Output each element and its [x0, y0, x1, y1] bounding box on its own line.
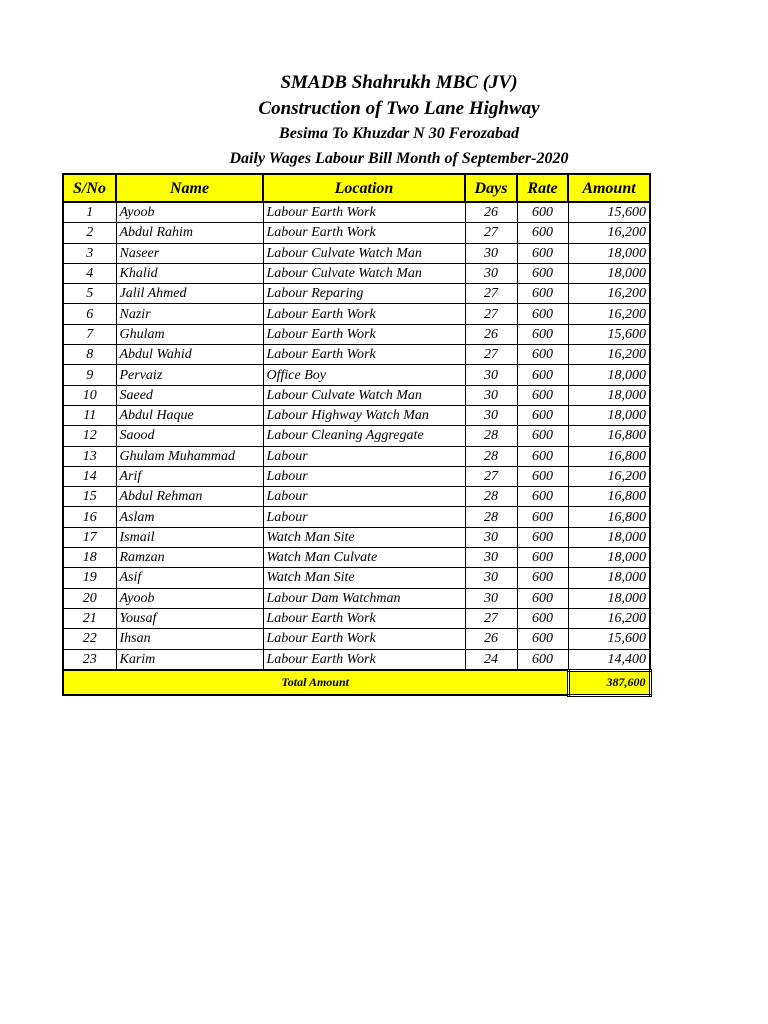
cell-location: Labour Culvate Watch Man: [263, 385, 465, 405]
cell-name: Asif: [116, 568, 263, 588]
cell-name: Ghulam: [116, 324, 263, 344]
table-row: [63, 629, 650, 649]
cell-days: 26: [465, 202, 517, 223]
cell-days: 30: [465, 548, 517, 568]
cell-amount: 16,200: [568, 345, 650, 365]
cell-days: 28: [465, 487, 517, 507]
table-row: [63, 466, 650, 486]
table-row: [63, 446, 650, 466]
cell-location: Labour: [263, 466, 465, 486]
column-header-location: Location: [263, 174, 465, 202]
company-name: SMADB Shahrukh MBC (JV): [280, 72, 518, 93]
table-row: [63, 304, 650, 324]
cell-sno: 15: [63, 487, 116, 507]
cell-days: 30: [465, 568, 517, 588]
cell-name: Ghulam Muhammad: [116, 446, 263, 466]
cell-name: Arif: [116, 466, 263, 486]
cell-amount: 16,800: [568, 487, 650, 507]
table-row: [63, 649, 650, 670]
cell-amount: 16,800: [568, 507, 650, 527]
cell-name: Ayoob: [116, 588, 263, 608]
cell-location: Labour Earth Work: [263, 649, 465, 670]
cell-days: 24: [465, 649, 517, 670]
cell-location: Labour: [263, 487, 465, 507]
cell-sno: 5: [63, 284, 116, 304]
cell-name: Nazir: [116, 304, 263, 324]
table-row: [63, 487, 650, 507]
cell-amount: 15,600: [568, 202, 650, 223]
total-row: [63, 670, 650, 695]
cell-location: Labour Earth Work: [263, 345, 465, 365]
cell-name: Pervaiz: [116, 365, 263, 385]
project-title: Construction of Two Lane Highway: [258, 98, 540, 119]
cell-name: Aslam: [116, 507, 263, 527]
cell-rate: 600: [517, 405, 568, 425]
table-row: [63, 345, 650, 365]
cell-amount: 16,200: [568, 466, 650, 486]
cell-location: Labour Culvate Watch Man: [263, 243, 465, 263]
cell-amount: 18,000: [568, 243, 650, 263]
cell-days: 30: [465, 385, 517, 405]
cell-amount: 18,000: [568, 405, 650, 425]
cell-sno: 2: [63, 223, 116, 243]
cell-name: Ramzan: [116, 548, 263, 568]
bill-title: Daily Wages Labour Bill Month of September-2020: [229, 150, 569, 167]
column-header-sno: S/No: [63, 174, 116, 202]
cell-amount: 18,000: [568, 385, 650, 405]
cell-name: Saood: [116, 426, 263, 446]
cell-location: Labour Culvate Watch Man: [263, 263, 465, 283]
table-row: [63, 588, 650, 608]
cell-days: 26: [465, 324, 517, 344]
route-title: Besima To Khuzdar N 30 Ferozabad: [279, 125, 519, 142]
cell-days: 30: [465, 365, 517, 385]
cell-name: Ihsan: [116, 629, 263, 649]
cell-sno: 23: [63, 649, 116, 670]
cell-location: Watch Man Culvate: [263, 548, 465, 568]
cell-days: 28: [465, 426, 517, 446]
cell-sno: 9: [63, 365, 116, 385]
cell-name: Naseer: [116, 243, 263, 263]
cell-name: Yousaf: [116, 608, 263, 628]
cell-location: Labour: [263, 507, 465, 527]
cell-rate: 600: [517, 324, 568, 344]
cell-location: Labour Reparing: [263, 284, 465, 304]
cell-rate: 600: [517, 608, 568, 628]
cell-sno: 21: [63, 608, 116, 628]
cell-amount: 18,000: [568, 263, 650, 283]
table-row: [63, 568, 650, 588]
cell-days: 27: [465, 223, 517, 243]
cell-sno: 22: [63, 629, 116, 649]
cell-location: Labour Earth Work: [263, 223, 465, 243]
cell-rate: 600: [517, 466, 568, 486]
cell-location: Labour Dam Watchman: [263, 588, 465, 608]
table-row: [63, 385, 650, 405]
cell-amount: 16,800: [568, 446, 650, 466]
column-header-name: Name: [116, 174, 263, 202]
cell-amount: 18,000: [568, 568, 650, 588]
cell-rate: 600: [517, 426, 568, 446]
cell-amount: 18,000: [568, 548, 650, 568]
cell-name: Jalil Ahmed: [116, 284, 263, 304]
cell-sno: 16: [63, 507, 116, 527]
cell-rate: 600: [517, 446, 568, 466]
cell-location: Office Boy: [263, 365, 465, 385]
cell-rate: 600: [517, 365, 568, 385]
cell-name: Abdul Haque: [116, 405, 263, 425]
column-header-rate: Rate: [517, 174, 568, 202]
cell-amount: 16,200: [568, 223, 650, 243]
cell-location: Labour Earth Work: [263, 202, 465, 223]
cell-sno: 4: [63, 263, 116, 283]
cell-rate: 600: [517, 223, 568, 243]
bill-header: [0, 70, 768, 170]
cell-sno: 14: [63, 466, 116, 486]
cell-sno: 12: [63, 426, 116, 446]
cell-name: Abdul Rehman: [116, 487, 263, 507]
cell-rate: 600: [517, 385, 568, 405]
cell-rate: 600: [517, 202, 568, 223]
cell-rate: 600: [517, 649, 568, 670]
cell-sno: 1: [63, 202, 116, 223]
table-body: [63, 202, 650, 670]
table-header-row: [63, 174, 650, 202]
cell-rate: 600: [517, 527, 568, 547]
cell-days: 30: [465, 527, 517, 547]
cell-location: Labour Cleaning Aggregate: [263, 426, 465, 446]
cell-days: 30: [465, 588, 517, 608]
cell-rate: 600: [517, 487, 568, 507]
cell-rate: 600: [517, 284, 568, 304]
cell-location: Labour Earth Work: [263, 629, 465, 649]
cell-location: Watch Man Site: [263, 527, 465, 547]
table-row: [63, 426, 650, 446]
cell-location: Labour Earth Work: [263, 324, 465, 344]
cell-sno: 18: [63, 548, 116, 568]
table-row: [63, 507, 650, 527]
table-row: [63, 548, 650, 568]
cell-name: Ismail: [116, 527, 263, 547]
cell-location: Labour: [263, 446, 465, 466]
cell-days: 27: [465, 304, 517, 324]
column-header-amount: Amount: [568, 174, 650, 202]
cell-amount: 18,000: [568, 588, 650, 608]
cell-location: Watch Man Site: [263, 568, 465, 588]
cell-name: Saeed: [116, 385, 263, 405]
cell-name: Karim: [116, 649, 263, 670]
cell-name: Khalid: [116, 263, 263, 283]
cell-amount: 14,400: [568, 649, 650, 670]
cell-days: 27: [465, 284, 517, 304]
cell-amount: 16,200: [568, 608, 650, 628]
cell-days: 30: [465, 263, 517, 283]
cell-amount: 16,200: [568, 284, 650, 304]
cell-rate: 600: [517, 507, 568, 527]
cell-days: 30: [465, 405, 517, 425]
cell-amount: 15,600: [568, 629, 650, 649]
cell-days: 26: [465, 629, 517, 649]
cell-location: Labour Earth Work: [263, 608, 465, 628]
cell-sno: 3: [63, 243, 116, 263]
cell-sno: 6: [63, 304, 116, 324]
cell-rate: 600: [517, 568, 568, 588]
column-header-days: Days: [465, 174, 517, 202]
cell-sno: 8: [63, 345, 116, 365]
cell-sno: 17: [63, 527, 116, 547]
cell-days: 27: [465, 466, 517, 486]
table-row: [63, 284, 650, 304]
table-row: [63, 608, 650, 628]
wages-table: [62, 173, 652, 697]
cell-days: 27: [465, 608, 517, 628]
cell-days: 28: [465, 507, 517, 527]
table-row: [63, 202, 650, 223]
table-row: [63, 324, 650, 344]
cell-amount: 18,000: [568, 527, 650, 547]
cell-location: Labour Highway Watch Man: [263, 405, 465, 425]
table-row: [63, 365, 650, 385]
cell-sno: 7: [63, 324, 116, 344]
cell-name: Ayoob: [116, 202, 263, 223]
cell-amount: 16,800: [568, 426, 650, 446]
cell-amount: 15,600: [568, 324, 650, 344]
table-row: [63, 405, 650, 425]
table-row: [63, 243, 650, 263]
cell-rate: 600: [517, 304, 568, 324]
table-row: [63, 527, 650, 547]
cell-days: 30: [465, 243, 517, 263]
total-amount: 387,600: [568, 670, 650, 695]
cell-rate: 600: [517, 588, 568, 608]
table-row: [63, 223, 650, 243]
table-row: [63, 263, 650, 283]
cell-sno: 20: [63, 588, 116, 608]
cell-sno: 11: [63, 405, 116, 425]
cell-rate: 600: [517, 629, 568, 649]
cell-sno: 10: [63, 385, 116, 405]
cell-days: 27: [465, 345, 517, 365]
cell-amount: 16,200: [568, 304, 650, 324]
cell-rate: 600: [517, 548, 568, 568]
cell-rate: 600: [517, 243, 568, 263]
cell-amount: 18,000: [568, 365, 650, 385]
total-label: Total Amount: [63, 670, 568, 695]
cell-name: Abdul Rahim: [116, 223, 263, 243]
cell-days: 28: [465, 446, 517, 466]
cell-name: Abdul Wahid: [116, 345, 263, 365]
cell-sno: 19: [63, 568, 116, 588]
cell-location: Labour Earth Work: [263, 304, 465, 324]
cell-rate: 600: [517, 263, 568, 283]
cell-rate: 600: [517, 345, 568, 365]
cell-sno: 13: [63, 446, 116, 466]
